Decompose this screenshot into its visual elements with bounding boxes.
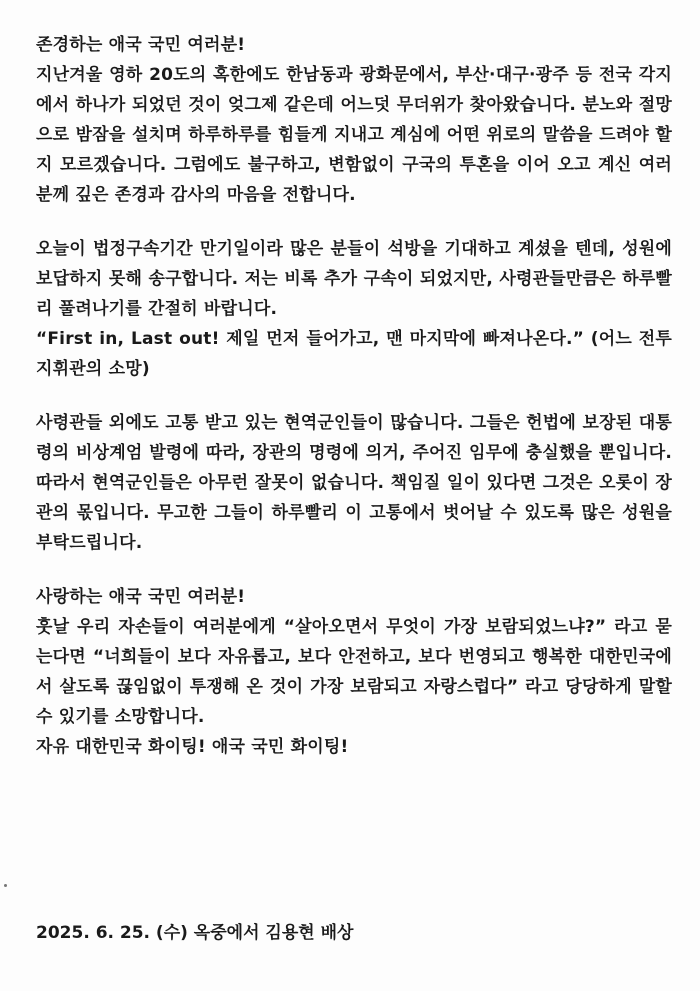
detention-text: 오늘이 법정구속기간 만기일이라 많은 분들이 석방을 기대하고 계셨을 텐데, 성원에 보답하지 못해 송구합니다. 저는 비록 추가 구속이 되었지만, 사령관들만큼은 하루빨리 풀려나기를 간절히 바랍니다.: [36, 239, 672, 319]
paragraph-soldiers: [36, 408, 672, 558]
scan-mark: [4, 884, 7, 887]
paragraph-closing: [36, 582, 672, 762]
closing-greeting: 사랑하는 애국 국민 여러분!: [36, 587, 246, 607]
date-signature: 2025. 6. 25. (수) 옥중에서 김용현 배상: [36, 923, 354, 943]
paragraph-greeting: [36, 30, 672, 210]
closing-cheer: 자유 대한민국 화이팅! 애국 국민 화이팅!: [36, 737, 349, 757]
quote-line: “First in, Last out! 제일 먼저 들어가고, 맨 마지막에 빠져나온다.” (어느 전투 지휘관의 소망): [36, 329, 672, 379]
greeting-text: 지난겨울 영하 20도의 혹한에도 한남동과 광화문에서, 부산·대구·광주 등 전국 각지에서 하나가 되었던 것이 엊그제 같은데 어느덧 무더위가 찾아왔습니다. 분노와 절망으로 밤잠을 설치며 하루하루를 힘들게 지내고 계심에 어떤 위로의 말씀을 드려야 할지 모르겠습니다. 그럼에도 불구하고, 변함없이 구국의 투혼을 이어 오고 계신 여러분께 깊은 존경과 감사의 마음을 전합니다.: [36, 65, 672, 205]
soldiers-text: 사령관들 외에도 고통 받고 있는 현역군인들이 많습니다. 그들은 헌법에 보장된 대통령의 비상계엄 발령에 따라, 장관의 명령에 의거, 주어진 임무에 충실했을 뿐입니다. 따라서 현역군인들은 아무런 잘못이 없습니다. 책임질 일이 있다면 그것은 오롯이 장관의 몫입니다. 무고한 그들이 하루빨리 이 고통에서 벗어날 수 있도록 많은 성원을 부탁드립니다.: [36, 413, 672, 553]
letter-body: [36, 30, 672, 762]
closing-text: 훗날 우리 자손들이 여러분에게 “살아오면서 무엇이 가장 보람되었느냐?” 라고 묻는다면 “너희들이 보다 자유롭고, 보다 안전하고, 보다 번영되고 행복한 대한민국에서 살도록 끊임없이 투쟁해 온 것이 가장 보람되고 자랑스럽다” 라고 당당하게 말할 수 있기를 소망합니다.: [36, 617, 672, 727]
paragraph-detention: [36, 234, 672, 384]
greeting-line: 존경하는 애국 국민 여러분!: [36, 35, 246, 55]
